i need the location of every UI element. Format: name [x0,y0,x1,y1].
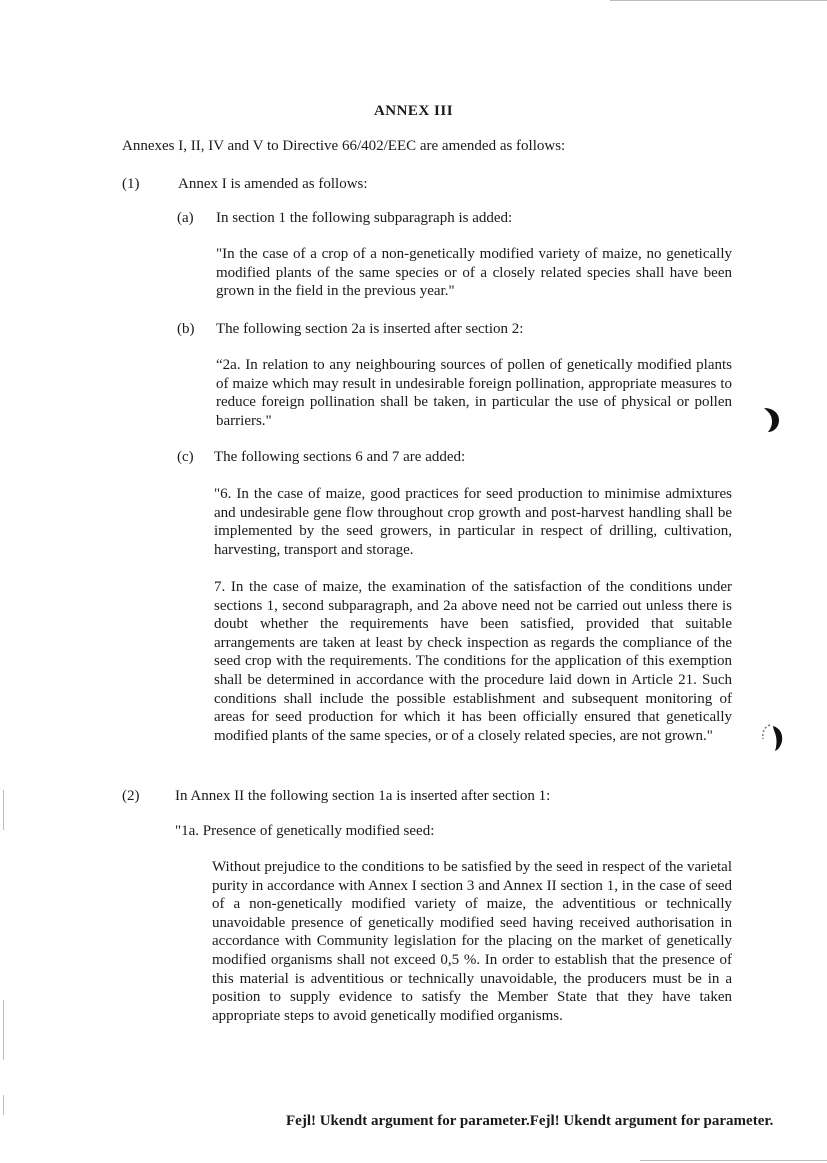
item-1c-label: (c) [177,449,194,465]
item-1a-text: In section 1 the following subparagraph is added: [216,210,513,226]
item-1b-quote: “2a. In relation to any neighbouring sources of pollen of genetically modified plants of maize which may result in undesirable foreign pollination, appropriate measures to reduce foreign pollination shall be taken, in particular the use of physical or pollen barriers." [216,357,732,429]
item-1a-label: (a) [177,210,194,226]
scan-artifact-top [610,0,827,1]
scan-artifact-left-3 [3,1095,4,1115]
item-1c-text: The following sections 6 and 7 are added: [214,449,466,465]
scan-artifact-bottom [640,1160,827,1161]
item-2-heading: In Annex II the following section 1a is inserted after section 1: [175,788,551,804]
punch-hole-mark-upper [760,404,782,434]
punch-hole-mark-lower [760,722,786,754]
item-1-heading: Annex I is amended as follows: [178,176,368,192]
intro-paragraph: Annexes I, II, IV and V to Directive 66/402/EEC are amended as follows: [122,138,566,154]
item-2-body: Without prejudice to the conditions to be satisfied by the seed in respect of the varietal purity in accordance with Annex I section 3 and Annex II section 1, in the case of seed of a non-genetically modified variety of maize, the adventitious or technically unavoidable presence of genetically modified seed having received authorisation in accordance with Community legislation for the placing on the market of genetically modified organisms shall not exceed 0,5 %. In order to establish that the presence of this material is adventitious or technically unavoidable, the producers must be in a position to supply evidence to satisfy the Member State that they have taken appropriate steps to avoid genetically modified organisms. [212,859,732,1024]
scan-artifact-left-2 [3,1000,4,1060]
item-1a-quote: "In the case of a crop of a non-genetically modified variety of maize, no genetically modified plants of the same species or of a closely related species shall have been grown in the field in the previous year." [216,246,732,300]
item-1c-section-7: 7. In the case of maize, the examination of the satisfaction of the conditions under sections 1, second subparagraph, and 2a above need not be carried out unless there is doubt whether the requirements have been satisfied, provided that suitable arrangements are taken at least by check inspection as regards the compliance of the seed crop with the requirements. The conditions for the application of this exemption shall be determined in accordance with the procedure laid down in Article 21. Such conditions shall include the possible establishment and subsequent monitoring of areas for seed production for which it has been officially ensured that genetically modified plants of the same species, or of a closely related species, are not grown." [214,579,732,744]
item-1b-text: The following section 2a is inserted after section 2: [216,321,524,337]
item-1-number: (1) [122,176,140,192]
item-1c-section-6: "6. In the case of maize, good practices for seed production to minimise admixtures and undesirable gene flow throughout crop growth and post-harvest handling shall be implemented by the seed growers, in particular in respect of drilling, cultivation, harvesting, transport and storage. [214,486,732,558]
annex-title: ANNEX III [373,103,454,119]
item-2-number: (2) [122,788,140,804]
item-1b-label: (b) [177,321,195,337]
page-footer: Fejl! Ukendt argument for parameter.Fejl! Ukendt argument for parameter. [286,1113,774,1129]
item-2-subheading: "1a. Presence of genetically modified seed: [175,823,435,839]
scan-artifact-left-1 [3,790,4,830]
